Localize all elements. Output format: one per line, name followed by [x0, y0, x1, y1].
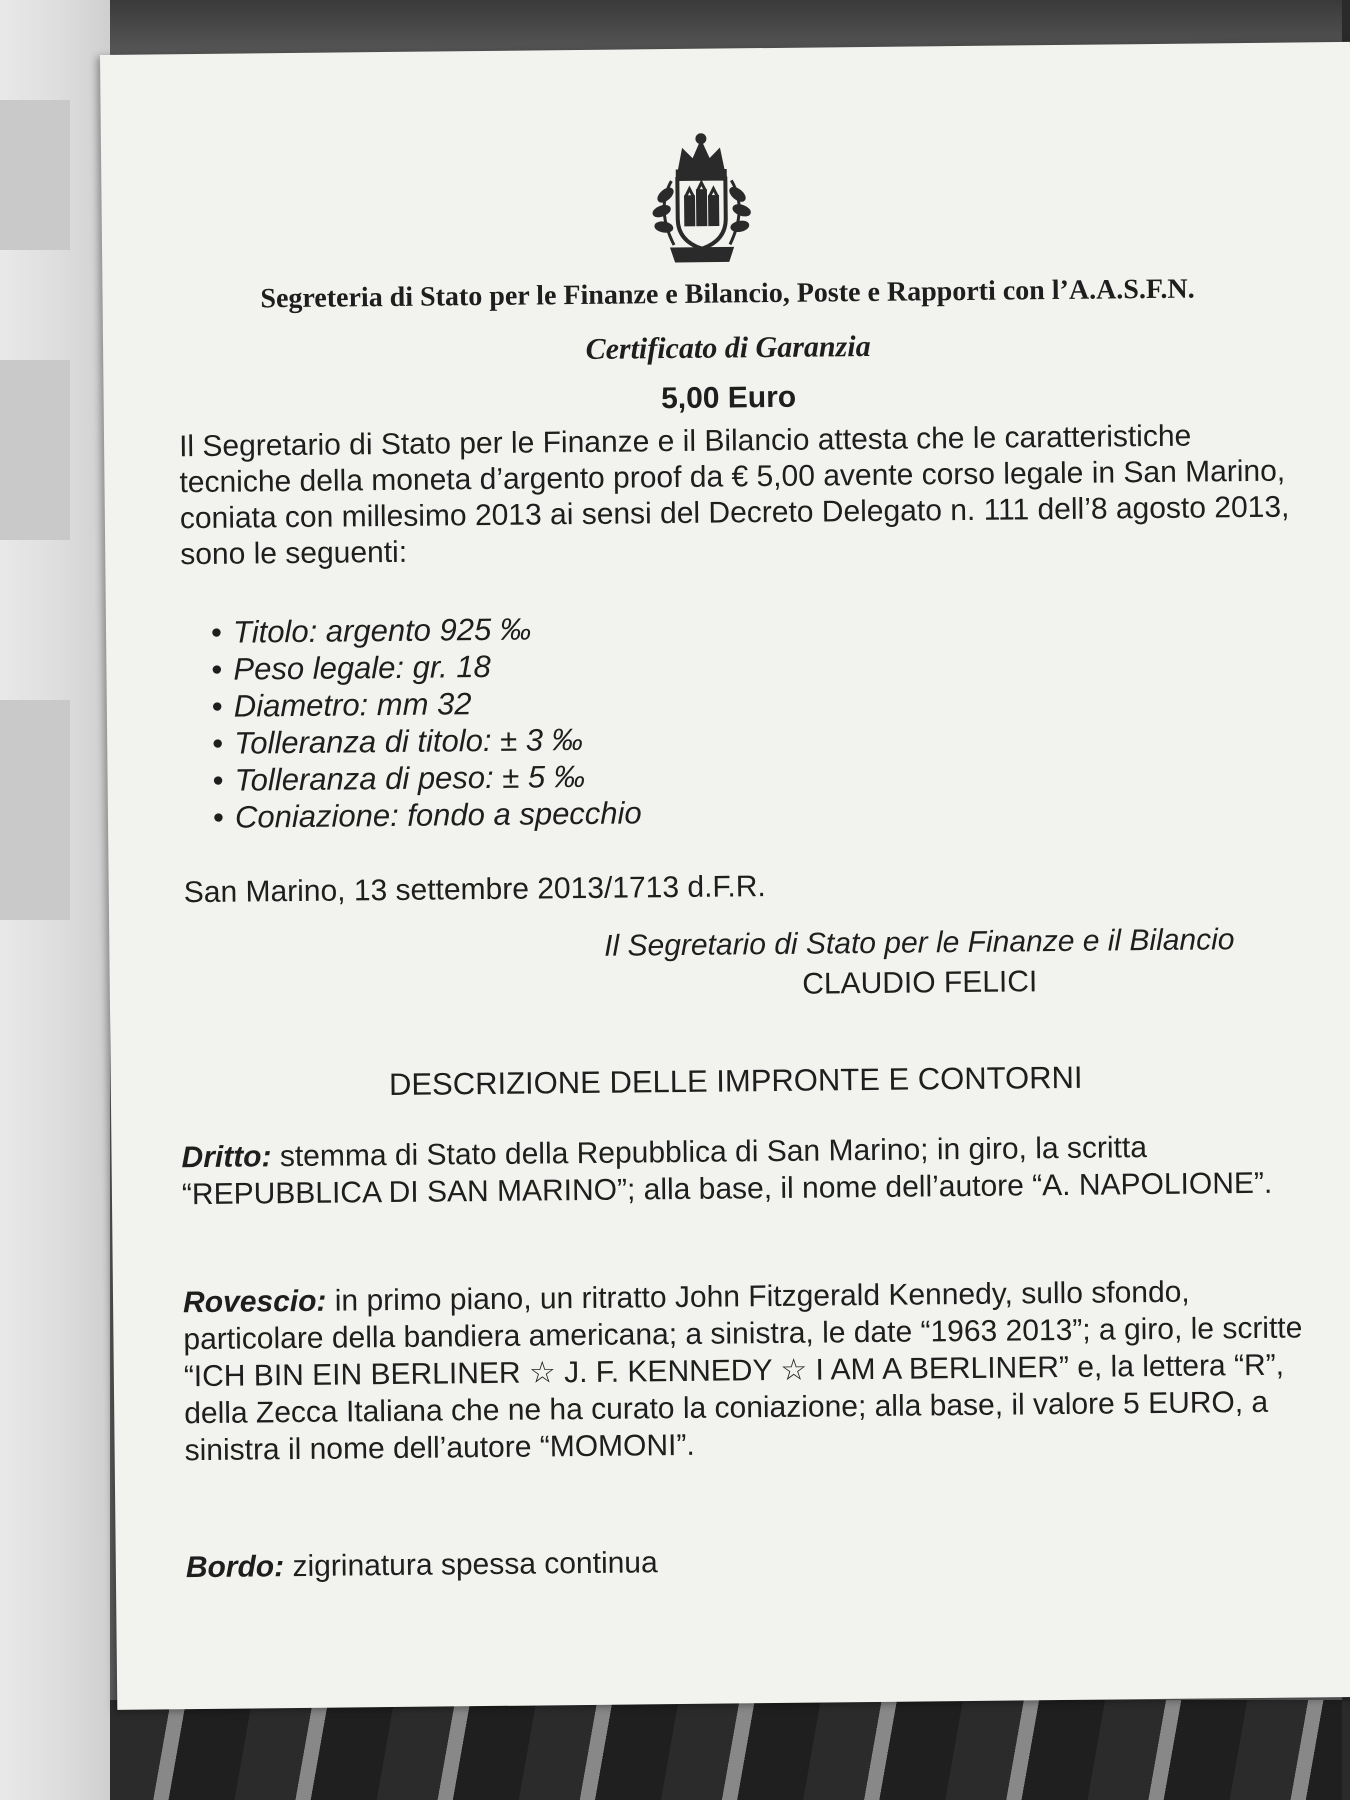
background-stripe [0, 100, 70, 250]
spec-item: • Tolleranza di titolo: ± 3 ‰ [212, 716, 1012, 761]
rovescio-text: in primo piano, un ritratto John Fitzgerald Kennedy, sullo sfondo, particolare della bandiera americana; a sinistra, le date “1963 2013”; a giro, le scritte “ICH BIN EIN BERLINER ☆ J. F. KENNEDY ☆ I AM A BERLINER” e, la lettera “R”, della Zecca Italiana che ne ha curato la coniazione; alla base, il valore 5 EURO, a sinistra il nome dell’autore “MOMONI”. [183, 1275, 1303, 1468]
spec-item: • Tolleranza di peso: ± 5 ‰ [212, 753, 1012, 798]
background-left-panel [0, 0, 110, 1800]
background-stripe [0, 360, 70, 540]
bordo-text: zigrinatura spessa continua [283, 1546, 658, 1584]
intro-paragraph: Il Segretario di Stato per le Finanze e il Bilancio attesta che le caratteristiche tecniche della moneta d’argento proof da € 5,00 avente corso legale in San Marino, coniata con millesimo 2013 ai sensi del Decreto Delegato n. 111 dell’8 agosto 2013, sono le seguenti: [178, 419, 1290, 572]
signer-name: CLAUDIO FELICI [802, 965, 1038, 1001]
description-title: DESCRIZIONE DELLE IMPRONTE E CONTORNI [388, 1059, 1083, 1103]
issuing-office: Segreteria di Stato per le Finanze e Bilancio, Poste e Rapporti con l’A.A.S.F.N. [260, 273, 1195, 315]
place-date: San Marino, 13 settembre 2013/1713 d.F.R. [183, 870, 766, 910]
san-marino-coat-of-arms-icon [641, 128, 762, 269]
specs-list [211, 605, 1013, 835]
bordo-paragraph [186, 1537, 1316, 1586]
spec-item: • Coniazione: fondo a specchio [213, 790, 1013, 835]
rovescio-label: Rovescio: [182, 1284, 327, 1320]
dritto-text: stemma di Stato della Repubblica di San Marino; in giro, la scritta “REPUBBLICA DI SAN MARINO”; alla base, il nome dell’autore “A. NAPOLIONE”. [181, 1131, 1273, 1212]
background-stripe [0, 700, 70, 920]
background-bottom [110, 1700, 1350, 1800]
certificate-card [100, 42, 1350, 1710]
spec-item: • Peso legale: gr. 18 [211, 642, 1011, 687]
spec-item: • Diametro: mm 32 [212, 679, 1012, 724]
bordo-label: Bordo: [185, 1550, 285, 1585]
signer-role: Il Segretario di Stato per le Finanze e il Bilancio [604, 923, 1235, 963]
coin-value: 5,00 Euro [660, 380, 797, 416]
rovescio-paragraph [183, 1272, 1315, 1469]
spec-item: • Titolo: argento 925 ‰ [211, 605, 1011, 650]
certificate-title: Certificato di Garanzia [585, 329, 871, 366]
dritto-paragraph [181, 1127, 1312, 1213]
dritto-label: Dritto: [181, 1140, 272, 1175]
